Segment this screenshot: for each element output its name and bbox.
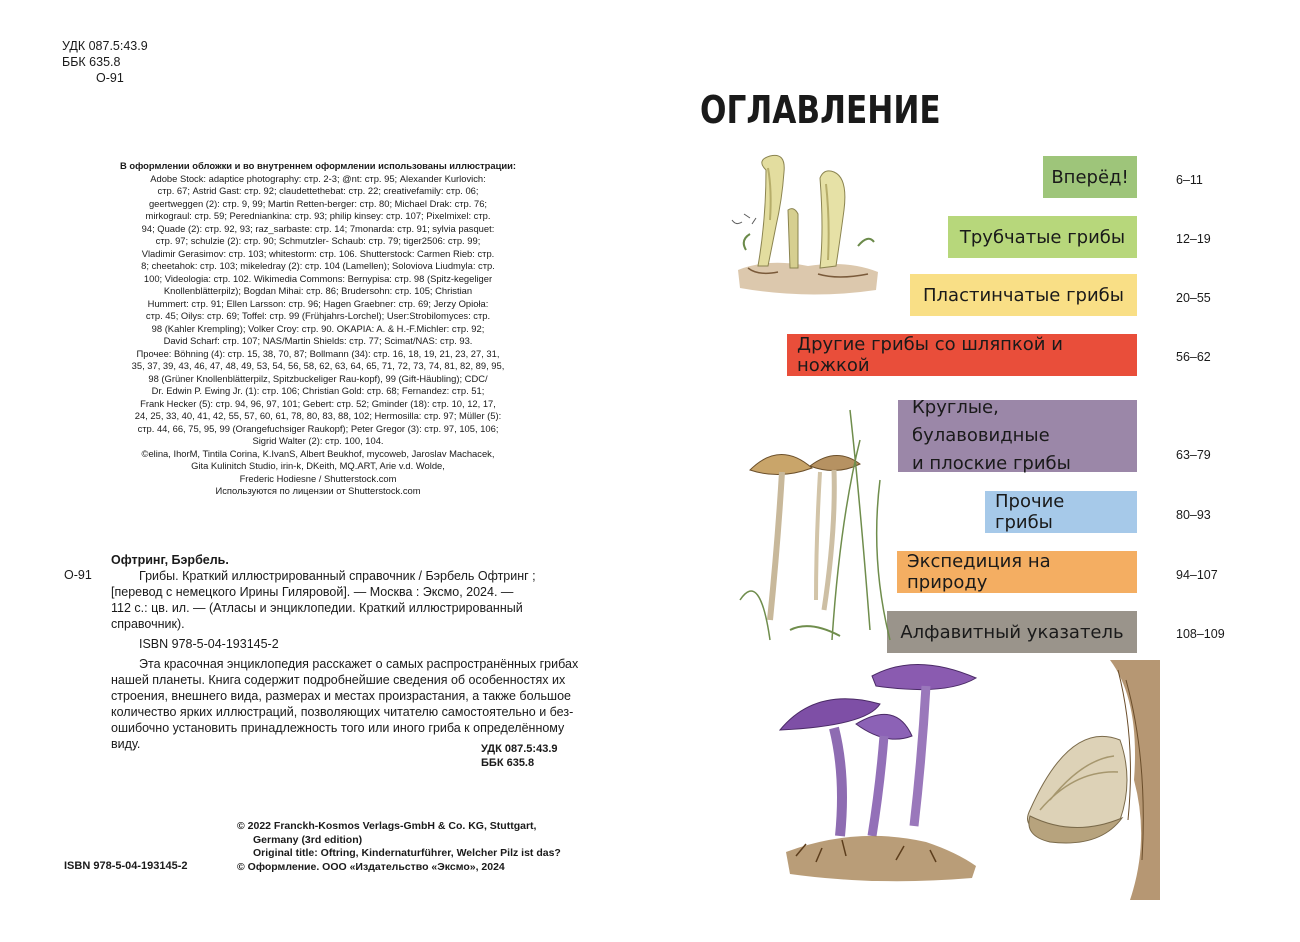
udk-top-block [62,38,148,86]
udk-code: УДК 087.5:43.9 [481,743,558,755]
credits-heading: В оформлении обложки и во внутреннем оформлении использованы иллюстрации: [119,160,517,171]
toc-page-range: 94–107 [1176,568,1218,582]
credits-line: Frank Hecker (5): стр. 94, 96, 97, 101; Gebert: стр. 52; Gminder (18): стр. 10, 12, 17, [140,397,496,409]
author-sign: О-91 [96,71,124,85]
credits-line: Knollenblätterpilz); Bogdan Mihai: стр. 86; Brudersohn: стр. 105; Christian [163,285,473,296]
isbn: ISBN 978-5-04-193145-2 [139,637,279,651]
toc-item-label: Прочие грибы [995,491,1065,533]
long-stem-mushrooms-illustration [720,400,910,650]
toc-item-expedition[interactable] [897,551,1137,593]
book-description: Эта красочная энциклопедия расскажет о самых распространённых грибах нашей планеты. Книга содержит подробнейшие сведения об особенностях их строения, внешнего вида, размерах и местах произрастания, а также большое количество ярких иллюстраций, позволяющих читателю самостоятельно и без-ошибочно установить принадлежность того или иного гриба к определённому виду. [111,657,579,751]
toc-page-range: 56–62 [1176,350,1211,364]
title-line: 112 с.: цв. ил. — (Атласы и энциклопедии. Краткий иллюстрированный [111,601,523,615]
index-code: О-91 [64,568,92,582]
copyright-line: © 2022 Franckh-Kosmos Verlags-GmbH & Co. KG, Stuttgart, [237,820,537,832]
toc-item-lamellar[interactable] [910,274,1137,316]
udk-bottom-block [481,742,558,770]
credits-line: стр. 44, 66, 75, 95, 99 (Orangefuchsiger Raukopf); Peter Gregor (3): стр. 97, 105, 106; [137,422,499,434]
toc-item-label: Трубчатые грибы [959,226,1126,248]
bbk-code: ББК 635.8 [481,757,535,769]
toc-item-label: Круглые, булавовидные [912,397,1050,446]
club-fungi-illustration [728,150,888,300]
original-title: Original title: Oftring, Kindernaturführer, Welcher Pilz ist das? [253,847,561,859]
credits-line: Vladimir Gerasimov: стр. 103; whitestorm: стр. 106. Shutterstock: Carmen Rieb: стр. [141,247,495,259]
credits-line: Прочее: Böhning (4): стр. 15, 38, 70, 87; Bollmann (34): стр. 16, 18, 19, 21, 23, 27, 31, [136,347,500,359]
copyright-line: Germany (3rd edition) [253,833,363,846]
credits-line: стр. 45; Oilys: стр. 69; Toffel: стр. 99 (Frühjahrs-Lorchel); User:Strobilomyces: стр. [145,310,491,321]
credits-line: стр. 67; Astrid Gast: стр. 92; claudettethebat: стр. 22; creativefamily: стр. 06; [157,185,479,196]
toc-page-range: 6–11 [1176,173,1203,187]
isbn-bottom: ISBN 978-5-04-193145-2 [64,860,188,872]
toc-page-range: 108–109 [1176,627,1225,641]
credits-line: Dr. Edwin P. Ewing Jr. (1): стр. 106; Christian Gold: стр. 68; Fernandez: стр. 51; [151,385,485,396]
credits-line: geertweggen (2): стр. 9, 99; Martin Retten-berger: стр. 80; Michael Drak: стр. 76; [148,197,488,209]
title-line: справочник). [111,617,185,631]
credits-line: Используются по лицензии от Shutterstock.com [215,485,421,496]
illustration-credits [110,160,526,498]
toc-item-label: Вперёд! [1051,166,1129,188]
credits-line: ©elina, IhorM, Tintila Corina, K.IvanS, Albert Beukhof, mycoweb, Jaroslav Machacek, [141,447,495,459]
toc-page-range: 63–79 [1176,448,1211,462]
credits-line: 100; Videologia: стр. 102. Wikimedia Commons: Bernypisa: стр. 98 (Spitz-kegeliger [143,272,493,284]
toc-page-range: 80–93 [1176,508,1211,522]
credits-line: 8; cheetahok: стр. 103; mikeledray (2): стр. 104 (Lamellen); Soloviova Liudmyla: стр. [141,260,495,271]
toc-item-label: Алфавитный указатель [900,621,1124,643]
credits-line: Hummert: стр. 91; Ellen Larsson: стр. 96; Hagen Graebner: стр. 69; Jerzy Opioła: [147,297,489,309]
credits-line: 98 (Kahler Krempling); Volker Croy: стр. 90. OKAPIA: A. & H.-F.Michler: стр. 92; [151,322,485,334]
toc-item-tubular[interactable] [948,216,1137,258]
credits-line: Adobe Stock: adaptice photography: стр. 2-3; @nt: стр. 95; Alexander Kurlovich: [150,172,486,184]
bbk-code: ББК 635.8 [62,55,121,69]
bracket-fungus-illustration [1010,660,1160,900]
title-line: [перевод с немецкого Ирины Гиляровой]. — Москва : Эксмо, 2024. — [111,585,514,599]
toc-item-forward[interactable] [1043,156,1137,198]
toc-item-label: Экспедиция на природу [907,551,1051,593]
toc-item-index[interactable] [887,611,1137,653]
toc-item-other-fungi[interactable] [985,491,1137,533]
author-name: Офтринг, Бэрбель. [111,553,229,567]
toc-title: ОГЛАВЛЕНИЕ [700,88,941,132]
credits-line: Gita Kulinitch Studio, irin-k, DKeith, MQ.ART, Arie v.d. Wolde, [191,460,445,471]
copyright-block [237,820,617,874]
toc-item-other-capped[interactable] [787,334,1137,376]
credits-line: 24, 25, 33, 40, 41, 42, 55, 57, 60, 61, 78, 80, 83, 88, 102; Hermosilla: стр. 97; Müller (5): [134,410,502,421]
credits-line: 35, 37, 39, 43, 46, 47, 48, 49, 53, 54, 56, 58, 62, 63, 64, 65, 71, 72, 73, 74, 81, 82, 89, 95, [131,360,505,371]
credits-line: Frederic Hodiesne / Shutterstock.com [239,472,397,484]
toc-item-label: Другие грибы со шляпкой и ножкой [797,334,1063,376]
credits-line: стр. 97; schulzie (2): стр. 90; Schmutzler- Schaub: стр. 79; tiger2506: стр. 99; [155,235,481,246]
toc-page-range: 12–19 [1176,232,1211,246]
udk-code: УДК 087.5:43.9 [62,39,148,53]
bibliographic-record [111,552,591,752]
credits-line: 98 (Grüner Knollenblätterpilz, Spitzbuckeliger Rau-kopf), 99 (Gift-Häubling); CDC/ [148,372,488,384]
toc-item-label: Пластинчатые грибы [923,284,1124,306]
credits-line: mirkograul: стр. 59; Perednian​kina: стр. 93; philip kinsey: стр. 107; Pixelmixel: стр. [145,210,491,221]
purple-mushrooms-illustration [776,656,986,886]
toc-page-range: 20–55 [1176,291,1211,305]
credits-line: Sigrid Walter (2): стр. 100, 104. [252,435,384,446]
credits-line: David Scharf: стр. 107; NAS/Martin Shields: стр. 77; Scimat/NAS: стр. 93. [163,335,473,346]
toc-item-label: и плоские грибы [912,453,1071,474]
credits-line: 94; Quade (2): стр. 92, 93; raz_sarbaste: стр. 14; 7monarda: стр. 91; sylvia pasquet: [141,222,495,234]
title-line: Грибы. Краткий иллюстрированный справочник / Бэрбель Офтринг ; [139,569,536,583]
copyright-line: © Оформление. ООО «Издательство «Эксмо», 2024 [237,860,505,873]
toc-item-round-club-flat[interactable] [898,397,1137,474]
